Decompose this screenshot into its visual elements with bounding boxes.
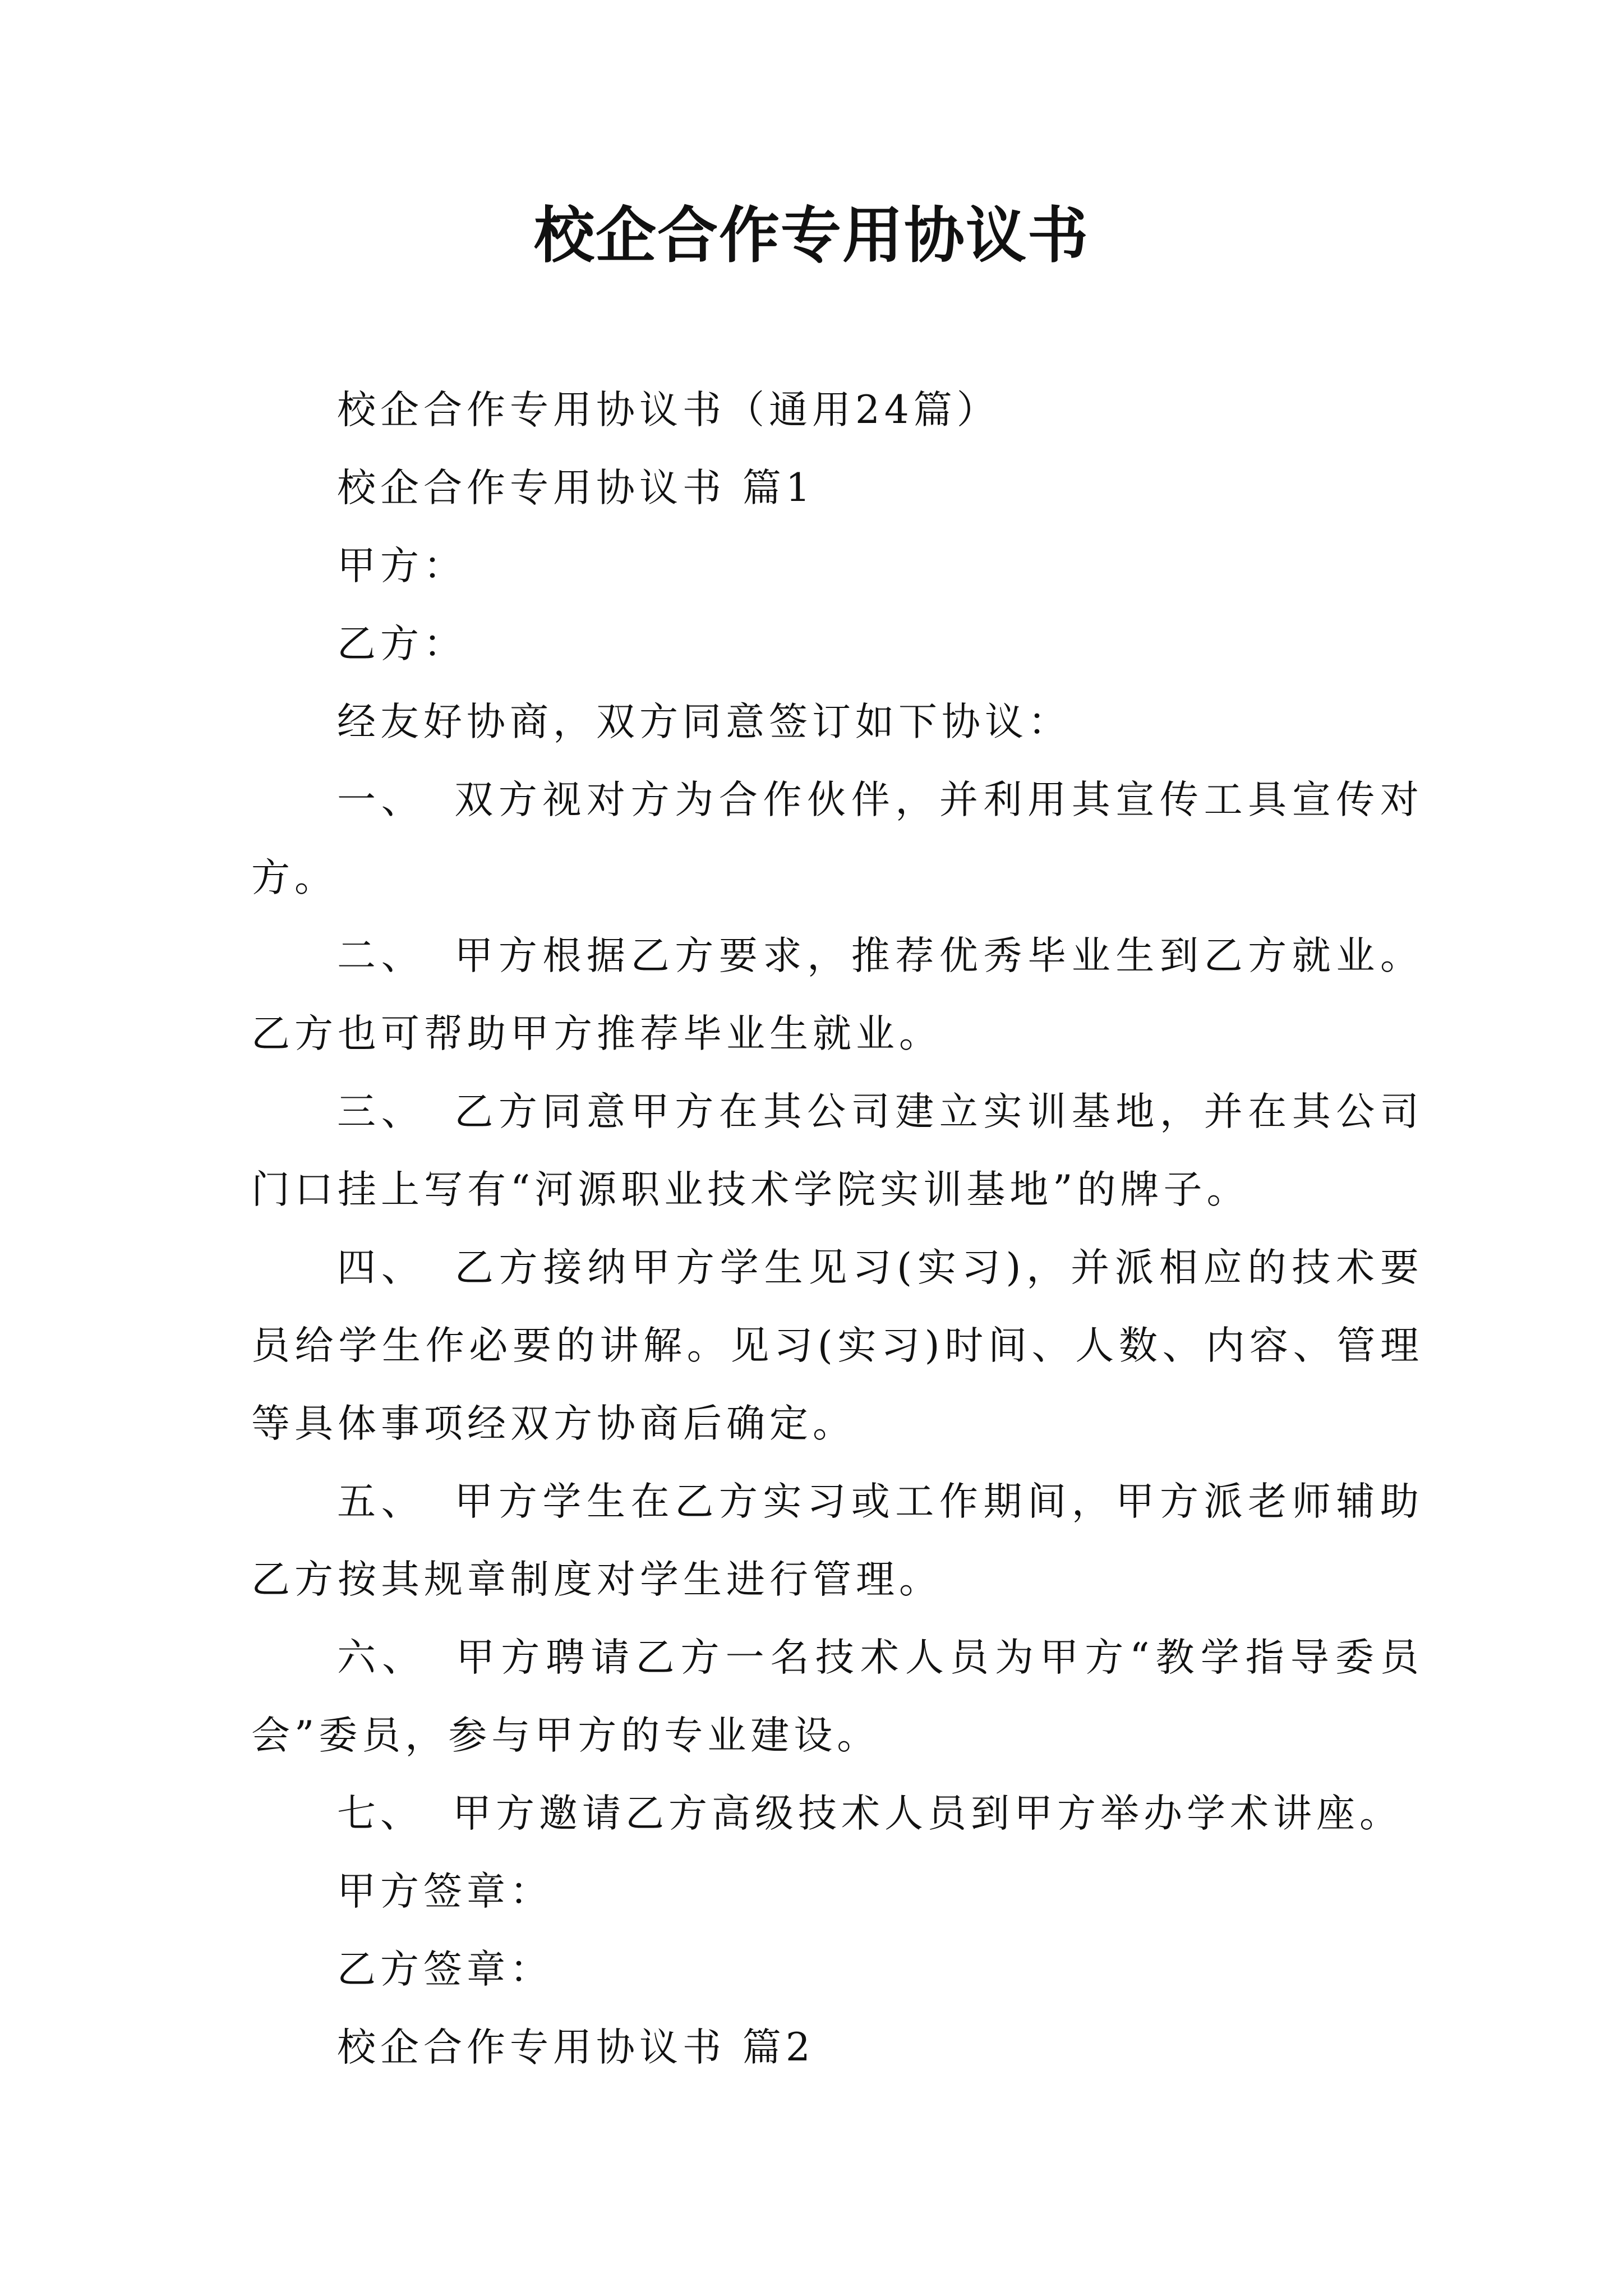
clause-text: 甲方学生在乙方实习或工作期间，甲方派老师辅助乙方按其规章制度对学生进行管理。 <box>251 1479 1424 1602</box>
clause-text: 双方视对方为合作伙伴，并利用其宣传工具宣传对方。 <box>251 777 1424 900</box>
clause-3 <box>251 1073 1423 1229</box>
clause-number: 六、 <box>337 1635 427 1680</box>
clause-5 <box>251 1463 1423 1619</box>
clause-number: 七、 <box>337 1791 423 1836</box>
clause-text: 乙方同意甲方在其公司建立实训基地，并在其公司门口挂上写有“河源职业技术学院实训基地”的牌子。 <box>251 1089 1424 1212</box>
clause-4 <box>251 1229 1423 1463</box>
clause-text: 甲方邀请乙方高级技术人员到甲方举办学术讲座。 <box>453 1791 1403 1836</box>
clause-number: 三、 <box>337 1089 426 1134</box>
party-b-signature-label: 乙方签章： <box>337 1947 553 1992</box>
clause-number: 四、 <box>337 1245 426 1290</box>
clause-number: 五、 <box>337 1479 426 1524</box>
clause-text: 甲方聘请乙方一名技术人员为甲方“教学指导委员会”委员，参与甲方的专业建设。 <box>251 1635 1424 1758</box>
party-a-label: 甲方： <box>337 544 467 588</box>
section-heading-2: 校企合作专用协议书 篇2 <box>337 2025 815 2070</box>
clause-number: 二、 <box>337 933 426 978</box>
clause-number: 一、 <box>337 777 426 822</box>
clause-2 <box>251 917 1423 1073</box>
document-title: 校企合作专用协议书 <box>533 200 1089 271</box>
clause-1 <box>251 761 1423 917</box>
clause-text: 甲方根据乙方要求，推荐优秀毕业生到乙方就业。乙方也可帮助甲方推荐毕业生就业。 <box>251 933 1424 1056</box>
clause-text: 乙方接纳甲方学生见习(实习)，并派相应的技术要员给学生作必要的讲解。见习(实习)时间、人数、内容、管理等具体事项经双方协商后确定。 <box>251 1245 1424 1446</box>
clause-6 <box>251 1619 1423 1775</box>
party-a-signature-label: 甲方签章： <box>337 1869 553 1914</box>
document-body <box>251 371 1423 2087</box>
party-b-label: 乙方： <box>337 622 467 666</box>
section-heading-1: 校企合作专用协议书 篇1 <box>337 466 815 510</box>
agreement-intro: 经友好协商，双方同意签订如下协议： <box>337 700 1071 744</box>
clause-7 <box>251 1775 1423 1853</box>
document-subtitle: 校企合作专用协议书（通用24篇） <box>337 388 1000 432</box>
